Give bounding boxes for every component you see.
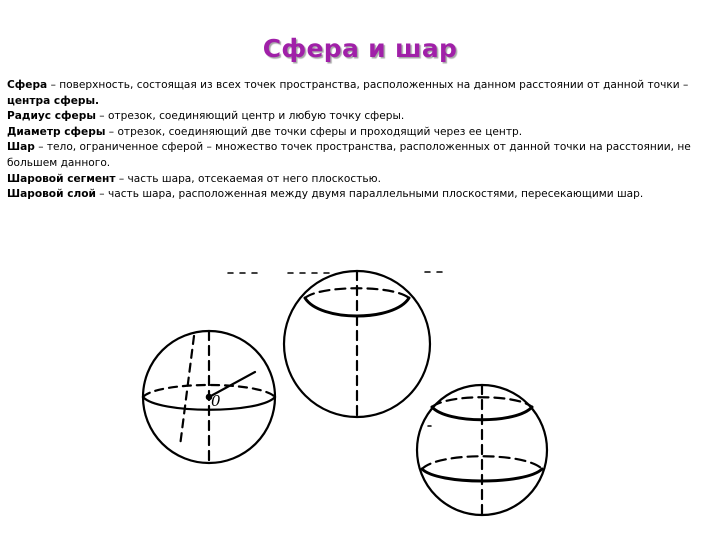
term-sphere-center: центра сферы. [7,94,100,107]
term-sphere: Сфера [7,79,48,91]
sphere-diameter [180,336,194,446]
center-label: 0 [211,392,221,410]
definition-sphere-text: – поверхность, состоящая из всех точек пространства, расположенных на данном расстоянии от данной точки – [47,79,689,91]
sphere-figure [143,331,275,463]
term-ball: Шар [7,141,35,154]
ball-segment-figure [284,271,430,417]
definition-ball-text: – тело, ограниченное сферой – множество точек пространства, расположенных от данной точки на расстоянии, не большем данного. [7,141,691,169]
term-radius: Радиус сферы [7,110,96,123]
scan-marks [228,272,442,273]
term-diameter: Диаметр сферы [7,125,106,138]
term-layer: Шаровой слой [7,188,96,201]
definition-diameter-text: – отрезок, соединяющий две точки сферы и проходящий через ее центр. [105,125,523,138]
definition-segment-text: – часть шара, отсекаемая от него плоскостью. [115,172,381,185]
ball-layer-figure [417,385,547,515]
definition-radius-text: – отрезок, соединяющий центр и любую точку сферы. [95,110,405,123]
slide-title: Сфера и шар [262,34,458,63]
term-segment: Шаровой сегмент [7,172,116,185]
definition-layer-text: – часть шара, расположенная между двумя параллельными плоскостями, пересекающими шар. [95,188,644,201]
